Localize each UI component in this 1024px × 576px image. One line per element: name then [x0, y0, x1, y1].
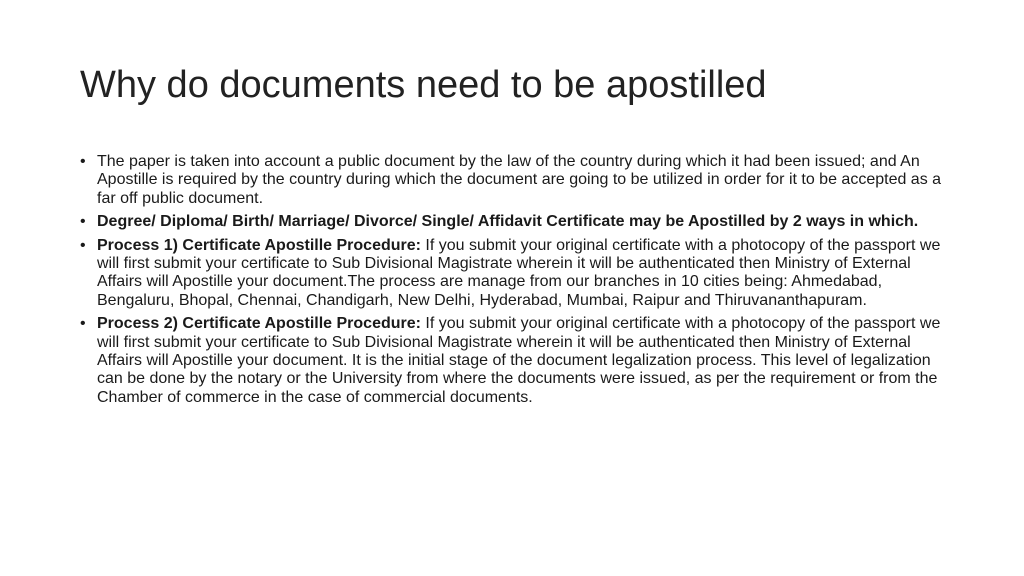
- bullet-dot-icon: •: [80, 153, 86, 170]
- bullet-item: [80, 315, 950, 407]
- bullet-item: [80, 213, 950, 231]
- bullet-dot-icon: •: [80, 315, 86, 333]
- bullet-text: If you submit your original certificate with a photocopy of the passport we will first submit your certificate to Sub Divisional Magistrate wherein it will be authenticated then Ministry of External Affairs will Apostille your document. It is the initial stage of the document legalization process. This level of legalization can be done by the notary or the University from where the documents were issued, as per the requirement or from the Chamber of commerce in the case of commercial documents.: [97, 315, 941, 406]
- bullet-item: [80, 237, 950, 311]
- bullet-lead: Process 1) Certificate Apostille Procedure:: [97, 236, 421, 254]
- bullet-item: [80, 153, 950, 208]
- bullet-lead: Degree/ Diploma/ Birth/ Marriage/ Divorce/ Single/ Affidavit Certificate may be Apostilled by 2 ways in which.: [97, 213, 919, 231]
- bullet-dot-icon: •: [80, 213, 86, 231]
- bullet-list: [80, 153, 950, 412]
- bullet-text: If you submit your original certificate with a photocopy of the passport we will first submit your certificate to Sub Divisional Magistrate wherein it will be authenticated then Ministry of External Affairs will Apostille your document.The process are manage from our branches in 10 cities being: Ahmedabad, Bengaluru, Bhopal, Chennai, Chandigarh, New Delhi, Hyderabad, Mumbai, Raipur and Thiruvananthapuram.: [97, 236, 941, 309]
- bullet-lead: Process 2) Certificate Apostille Procedure:: [97, 315, 421, 333]
- bullet-dot-icon: •: [80, 236, 86, 254]
- slide-title: Why do documents need to be apostilled: [80, 64, 767, 106]
- bullet-text: The paper is taken into account a public document by the law of the country during which it had been issued; and An Apostille is required by the country during which the document are going to be utilized in order for it to be accepted as a far off public document.: [97, 153, 942, 207]
